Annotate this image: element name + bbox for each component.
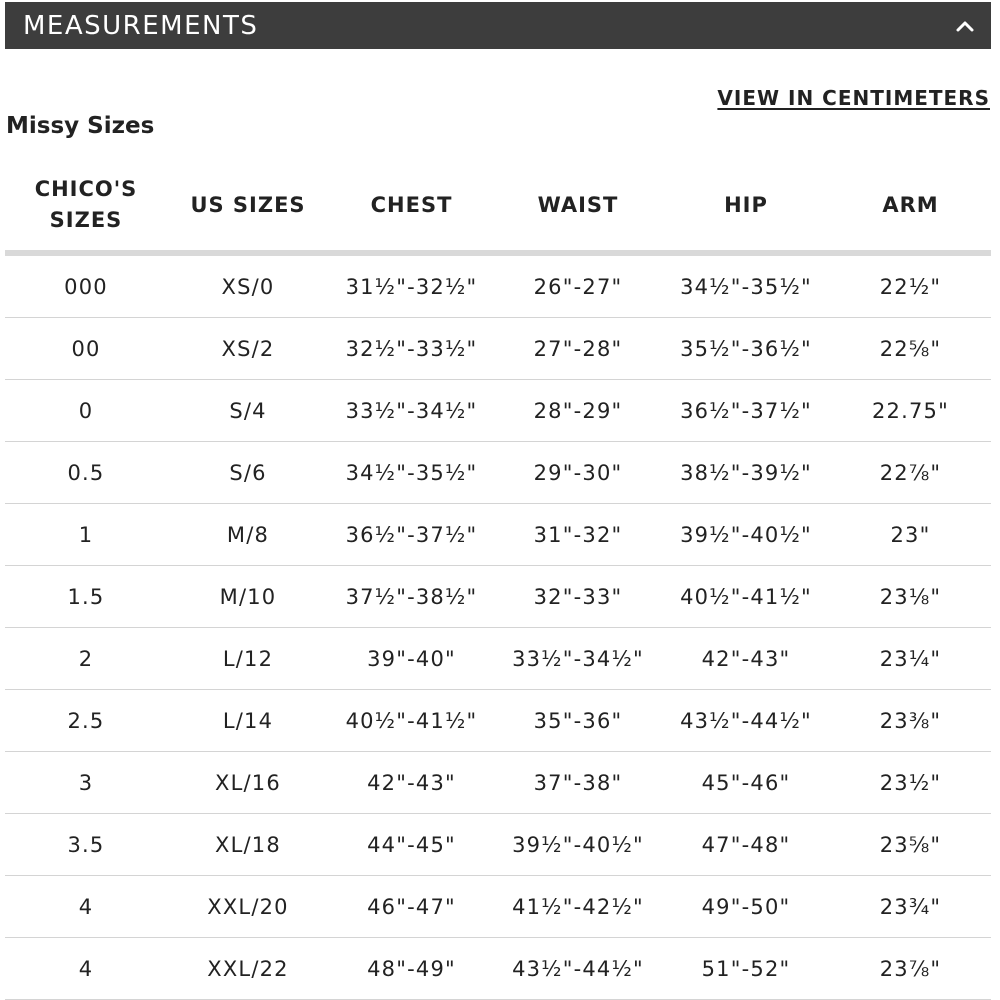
table-row (5, 504, 991, 566)
cell-arm: 22⅝" (830, 318, 991, 380)
cell-hip: 45"-46" (662, 752, 830, 814)
cell-hip: 47"-48" (662, 814, 830, 876)
cell-arm: 23⅝" (830, 814, 991, 876)
cell-arm: 23⅞" (830, 938, 991, 1000)
cell-arm: 23¾" (830, 876, 991, 938)
cell-us-size: XXL/22 (167, 938, 329, 1000)
cell-us-size: XXL/20 (167, 876, 329, 938)
cell-us-size: L/14 (167, 690, 329, 752)
cell-us-size: XL/16 (167, 752, 329, 814)
table-row (5, 938, 991, 1000)
accordion-title: MEASUREMENTS (23, 10, 259, 41)
cell-chest: 31½"-32½" (329, 253, 494, 318)
cell-hip: 42"-43" (662, 628, 830, 690)
size-chart-table (5, 160, 991, 1000)
column-header-hip: HIP (662, 160, 830, 253)
cell-chicos-size: 2.5 (5, 690, 167, 752)
cell-us-size: XS/2 (167, 318, 329, 380)
column-header-chicos-sizes (5, 160, 167, 253)
column-header-label: CHICO'S SIZES (34, 177, 138, 232)
cell-chest: 48"-49" (329, 938, 494, 1000)
cell-arm: 22⅞" (830, 442, 991, 504)
cell-chicos-size: 1.5 (5, 566, 167, 628)
table-row (5, 318, 991, 380)
cell-waist: 41½"-42½" (494, 876, 662, 938)
cell-hip: 39½"-40½" (662, 504, 830, 566)
cell-chicos-size: 1 (5, 504, 167, 566)
cell-arm: 23¼" (830, 628, 991, 690)
cell-us-size: L/12 (167, 628, 329, 690)
cell-chicos-size: 00 (5, 318, 167, 380)
column-header-waist: WAIST (494, 160, 662, 253)
cell-hip: 43½"-44½" (662, 690, 830, 752)
cell-arm: 23⅛" (830, 566, 991, 628)
cell-waist: 39½"-40½" (494, 814, 662, 876)
cell-arm: 23⅜" (830, 690, 991, 752)
table-row (5, 814, 991, 876)
cell-waist: 35"-36" (494, 690, 662, 752)
cell-chicos-size: 0.5 (5, 442, 167, 504)
cell-waist: 26"-27" (494, 253, 662, 318)
table-row (5, 628, 991, 690)
cell-hip: 38½"-39½" (662, 442, 830, 504)
cell-hip: 36½"-37½" (662, 380, 830, 442)
column-header-arm: ARM (830, 160, 991, 253)
cell-waist: 43½"-44½" (494, 938, 662, 1000)
column-header-chest: CHEST (329, 160, 494, 253)
cell-hip: 35½"-36½" (662, 318, 830, 380)
cell-chest: 36½"-37½" (329, 504, 494, 566)
cell-chest: 42"-43" (329, 752, 494, 814)
cell-us-size: S/4 (167, 380, 329, 442)
cell-chicos-size: 0 (5, 380, 167, 442)
cell-waist: 31"-32" (494, 504, 662, 566)
cell-us-size: M/8 (167, 504, 329, 566)
table-row (5, 876, 991, 938)
cell-arm: 23½" (830, 752, 991, 814)
measurements-accordion-header[interactable] (5, 2, 991, 49)
cell-waist: 28"-29" (494, 380, 662, 442)
cell-chicos-size: 4 (5, 938, 167, 1000)
cell-us-size: M/10 (167, 566, 329, 628)
cell-chest: 44"-45" (329, 814, 494, 876)
cell-arm: 23" (830, 504, 991, 566)
cell-waist: 33½"-34½" (494, 628, 662, 690)
cell-arm: 22½" (830, 253, 991, 318)
cell-hip: 49"-50" (662, 876, 830, 938)
table-header-row (5, 160, 991, 253)
table-row (5, 752, 991, 814)
table-row (5, 380, 991, 442)
table-row (5, 566, 991, 628)
chevron-up-icon[interactable] (955, 19, 975, 33)
cell-chest: 32½"-33½" (329, 318, 494, 380)
cell-hip: 34½"-35½" (662, 253, 830, 318)
cell-chest: 33½"-34½" (329, 380, 494, 442)
cell-waist: 37"-38" (494, 752, 662, 814)
cell-us-size: S/6 (167, 442, 329, 504)
cell-chest: 34½"-35½" (329, 442, 494, 504)
cell-chicos-size: 3 (5, 752, 167, 814)
table-row (5, 442, 991, 504)
view-in-centimeters-link[interactable]: VIEW IN CENTIMETERS (717, 86, 990, 110)
cell-hip: 40½"-41½" (662, 566, 830, 628)
cell-waist: 32"-33" (494, 566, 662, 628)
cell-hip: 51"-52" (662, 938, 830, 1000)
cell-chest: 46"-47" (329, 876, 494, 938)
cell-chicos-size: 2 (5, 628, 167, 690)
section-title: Missy Sizes (6, 113, 155, 139)
cell-chest: 37½"-38½" (329, 566, 494, 628)
table-row (5, 690, 991, 752)
cell-chicos-size: 4 (5, 876, 167, 938)
cell-arm: 22.75" (830, 380, 991, 442)
cell-waist: 27"-28" (494, 318, 662, 380)
cell-waist: 29"-30" (494, 442, 662, 504)
table-row (5, 253, 991, 318)
cell-chicos-size: 3.5 (5, 814, 167, 876)
cell-chest: 39"-40" (329, 628, 494, 690)
cell-us-size: XS/0 (167, 253, 329, 318)
cell-chicos-size: 000 (5, 253, 167, 318)
cell-chest: 40½"-41½" (329, 690, 494, 752)
cell-us-size: XL/18 (167, 814, 329, 876)
column-header-us-sizes: US SIZES (167, 160, 329, 253)
